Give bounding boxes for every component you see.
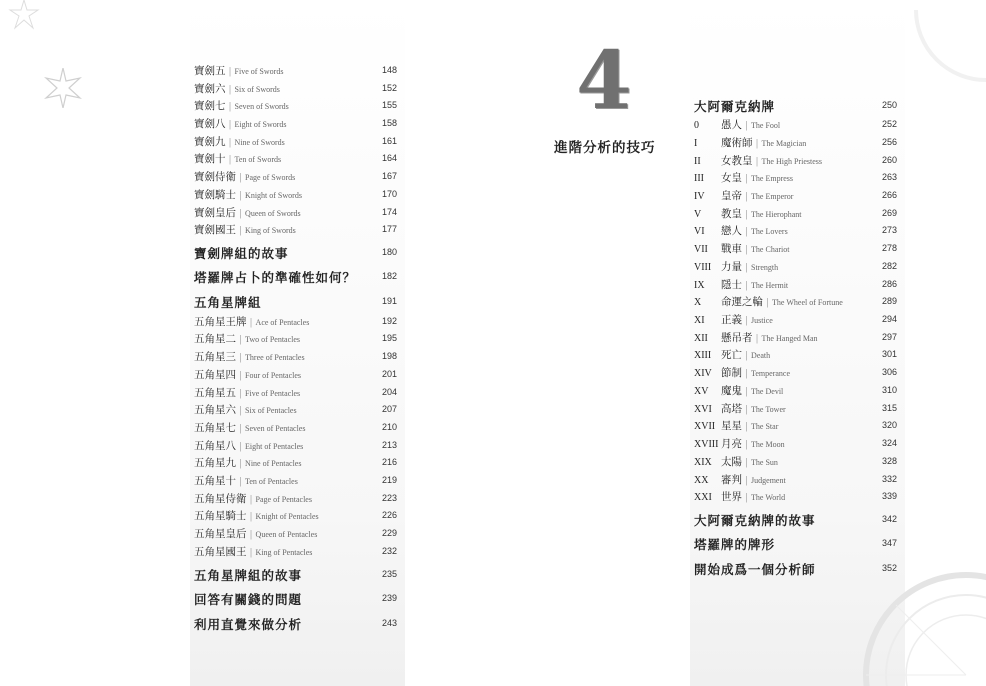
page-number: 256 xyxy=(882,137,898,147)
page-number: 250 xyxy=(882,100,898,110)
page-number: 294 xyxy=(882,314,898,324)
entry-title-en: Queen of Pentacles xyxy=(255,530,318,539)
separator: | xyxy=(745,458,749,468)
entry-title-zh: 五角星牌組 xyxy=(194,295,262,310)
entry-title-zh: 力量 xyxy=(721,261,742,273)
entry-title-zh: 世界 xyxy=(721,491,742,503)
separator: | xyxy=(239,335,243,345)
page-number: 306 xyxy=(882,367,898,377)
separator: | xyxy=(239,226,243,236)
entry-title-zh: 五角星騎士 xyxy=(194,510,247,522)
entry-title-zh: 大阿爾克納牌 xyxy=(694,99,776,114)
arcana-number: XIX xyxy=(694,457,712,468)
page-number: 286 xyxy=(882,279,898,289)
entry-title-en: Knight of Pentacles xyxy=(255,512,319,521)
entry-title-en: Seven of Pentacles xyxy=(245,424,306,433)
page-number: 315 xyxy=(882,403,898,413)
entry-title-zh: 寶劍牌組的故事 xyxy=(194,246,289,261)
separator: | xyxy=(228,155,232,165)
entry-title-zh: 寶劍國王 xyxy=(194,224,236,236)
separator: | xyxy=(755,157,759,167)
arcana-number: VI xyxy=(694,226,705,237)
arcana-number: V xyxy=(694,209,702,220)
entry-title-en: Justice xyxy=(751,316,773,325)
entry-title-en: Four of Pentacles xyxy=(245,371,302,380)
toc-entry xyxy=(694,535,775,553)
page-number: 229 xyxy=(382,528,398,538)
entry-title-zh: 寶劍侍衛 xyxy=(194,171,236,183)
entry-title-zh: 五角星皇后 xyxy=(194,528,247,540)
entry-title-en: Nine of Pentacles xyxy=(245,459,302,468)
entry-title-en: Page of Swords xyxy=(245,173,296,182)
page-number: 239 xyxy=(382,593,398,603)
page-number: 352 xyxy=(882,563,898,573)
entry-title-zh: 寶劍七 xyxy=(194,100,226,112)
separator: | xyxy=(745,121,749,131)
entry-title-en: Nine of Swords xyxy=(234,138,285,147)
page-number: 269 xyxy=(882,208,898,218)
entry-title-en: The World xyxy=(751,493,786,502)
arcana-number: XIV xyxy=(694,368,712,379)
entry-title-en: The Hierophant xyxy=(751,210,802,219)
separator: | xyxy=(745,493,749,503)
page-number: 210 xyxy=(382,422,398,432)
page-number: 164 xyxy=(382,153,398,163)
entry-title-zh: 愚人 xyxy=(721,119,742,131)
separator: | xyxy=(239,424,243,434)
arcana-number: XXI xyxy=(694,492,712,503)
entry-title-en: The Lovers xyxy=(751,227,788,236)
entry-title-en: The High Priestess xyxy=(761,157,822,166)
entry-title-zh: 寶劍六 xyxy=(194,83,226,95)
separator: | xyxy=(755,139,759,149)
separator: | xyxy=(755,334,759,344)
entry-title-zh: 五角星三 xyxy=(194,351,236,363)
entry-title-en: The Devil xyxy=(751,387,784,396)
page-number: 243 xyxy=(382,618,398,628)
entry-title-en: Six of Pentacles xyxy=(245,406,297,415)
page-number: 339 xyxy=(882,491,898,501)
entry-title-en: Death xyxy=(751,351,771,360)
entry-title-zh: 寶劍五 xyxy=(194,65,226,77)
separator: | xyxy=(745,351,749,361)
entry-title-zh: 五角星九 xyxy=(194,457,236,469)
entry-title-zh: 隱士 xyxy=(721,279,742,291)
entry-title-zh: 五角星六 xyxy=(194,404,236,416)
separator: | xyxy=(745,387,749,397)
toc-entry xyxy=(694,312,773,327)
separator: | xyxy=(228,138,232,148)
page-number: 177 xyxy=(382,224,398,234)
separator: | xyxy=(745,192,749,202)
arcana-number: VII xyxy=(694,244,708,255)
entry-title-en: The Star xyxy=(751,422,779,431)
toc-entry xyxy=(694,330,818,345)
chapter-number: 4 xyxy=(576,33,632,127)
entry-title-en: Temperance xyxy=(751,369,791,378)
entry-title-en: King of Swords xyxy=(245,226,296,235)
entry-title-zh: 懸吊者 xyxy=(721,332,753,344)
separator: | xyxy=(228,120,232,130)
arcana-number: XVI xyxy=(694,404,712,415)
entry-title-en: The Wheel of Fortune xyxy=(772,298,843,307)
page-number: 191 xyxy=(382,296,398,306)
page-number: 263 xyxy=(882,172,898,182)
page-number: 278 xyxy=(882,243,898,253)
separator: | xyxy=(745,405,749,415)
separator: | xyxy=(249,318,253,328)
arcana-number: XII xyxy=(694,333,708,344)
page-number: 310 xyxy=(882,385,898,395)
separator: | xyxy=(239,191,243,201)
entry-title-en: Eight of Swords xyxy=(234,120,287,129)
entry-title-zh: 魔術師 xyxy=(721,137,753,149)
page-number: 223 xyxy=(382,493,398,503)
page-number: 301 xyxy=(882,349,898,359)
entry-title-zh: 節制 xyxy=(721,367,742,379)
entry-title-en: Three of Pentacles xyxy=(245,353,305,362)
entry-title-en: Queen of Swords xyxy=(245,209,301,218)
arcana-number: XVII xyxy=(694,421,716,432)
entry-title-en: Eight of Pentacles xyxy=(245,442,304,451)
entry-title-zh: 戀人 xyxy=(721,225,742,237)
separator: | xyxy=(745,227,749,237)
toc-entry xyxy=(694,436,785,451)
page-number: 158 xyxy=(382,118,398,128)
entry-title-en: The Moon xyxy=(751,440,785,449)
toc-entry xyxy=(694,472,786,487)
page-number: 219 xyxy=(382,475,398,485)
arcana-number: III xyxy=(694,173,704,184)
entry-title-en: The Tower xyxy=(751,405,786,414)
page-number: 324 xyxy=(882,438,898,448)
separator: | xyxy=(239,209,243,219)
entry-title-en: Judgement xyxy=(751,476,786,485)
entry-title-zh: 五角星國王 xyxy=(194,546,247,558)
separator: | xyxy=(228,102,232,112)
page-number: 260 xyxy=(882,155,898,165)
arcana-number: VIII xyxy=(694,262,712,273)
entry-title-en: The Emperor xyxy=(751,192,794,201)
entry-title-zh: 寶劍皇后 xyxy=(194,207,236,219)
entry-title-zh: 寶劍十 xyxy=(194,153,226,165)
page-number: 170 xyxy=(382,189,398,199)
page-number: 320 xyxy=(882,420,898,430)
entry-title-zh: 正義 xyxy=(721,314,742,326)
separator: | xyxy=(745,245,749,255)
separator: | xyxy=(239,353,243,363)
entry-title-en: The Magician xyxy=(761,139,807,148)
entry-title-en: Two of Pentacles xyxy=(245,335,301,344)
page-number: 226 xyxy=(382,510,398,520)
entry-title-zh: 塔羅牌占卜的準確性如何？ xyxy=(194,270,357,285)
separator: | xyxy=(239,477,243,487)
toc-entry xyxy=(694,117,780,132)
separator: | xyxy=(745,476,749,486)
separator: | xyxy=(745,263,749,273)
entry-title-zh: 寶劍八 xyxy=(194,118,226,130)
entry-title-en: Six of Swords xyxy=(234,85,280,94)
entry-title-zh: 女皇 xyxy=(721,172,742,184)
toc-entry xyxy=(694,347,770,362)
page-number: 174 xyxy=(382,207,398,217)
page-number: 201 xyxy=(382,369,398,379)
toc-entry xyxy=(694,170,793,185)
page-number: 266 xyxy=(882,190,898,200)
entry-title-zh: 戰車 xyxy=(721,243,742,255)
toc-entry xyxy=(694,135,806,150)
entry-title-zh: 女教皇 xyxy=(721,155,753,167)
entry-title-en: The Empress xyxy=(751,174,794,183)
entry-title-en: Seven of Swords xyxy=(234,102,289,111)
toc-entry xyxy=(694,560,816,578)
arcana-number: XI xyxy=(694,315,705,326)
separator: | xyxy=(239,459,243,469)
arcana-number: XVIII xyxy=(694,439,719,450)
arcana-number: IV xyxy=(694,191,705,202)
entry-title-zh: 五角星八 xyxy=(194,440,236,452)
separator: | xyxy=(239,389,243,399)
entry-title-zh: 星星 xyxy=(721,420,742,432)
page-number: 216 xyxy=(382,457,398,467)
entry-title-zh: 五角星二 xyxy=(194,333,236,345)
entry-title-en: The Fool xyxy=(751,121,781,130)
page-number: 155 xyxy=(382,100,398,110)
entry-title-en: The Hermit xyxy=(751,281,789,290)
entry-title-en: King of Pentacles xyxy=(255,548,313,557)
arcana-number: IX xyxy=(694,280,705,291)
page-number: 289 xyxy=(882,296,898,306)
entry-title-zh: 五角星侍衛 xyxy=(194,493,247,505)
entry-title-zh: 命運之輪 xyxy=(721,296,763,308)
entry-title-en: The Sun xyxy=(751,458,778,467)
page-number: 148 xyxy=(382,65,398,75)
arcana-number: II xyxy=(694,156,701,167)
entry-title-zh: 寶劍騎士 xyxy=(194,189,236,201)
entry-title-zh: 利用直覺來做分析 xyxy=(194,617,303,632)
separator: | xyxy=(745,281,749,291)
separator: | xyxy=(745,440,749,450)
toc-entry xyxy=(694,277,788,292)
page-number: 273 xyxy=(882,225,898,235)
entry-title-zh: 五角星五 xyxy=(194,387,236,399)
toc-entry xyxy=(694,153,822,168)
page-number: 235 xyxy=(382,569,398,579)
page-number: 180 xyxy=(382,247,398,257)
arcana-number: 0 xyxy=(694,120,699,131)
toc-entry xyxy=(694,223,788,238)
entry-title-zh: 回答有關錢的問題 xyxy=(194,592,303,607)
entry-title-en: Strength xyxy=(751,263,779,272)
entry-title-zh: 五角星十 xyxy=(194,475,236,487)
page-number: 207 xyxy=(382,404,398,414)
separator: | xyxy=(249,548,253,558)
entry-title-zh: 五角星四 xyxy=(194,369,236,381)
entry-title-zh: 五角星七 xyxy=(194,422,236,434)
toc-entry xyxy=(694,383,783,398)
separator: | xyxy=(228,67,232,77)
entry-title-en: Knight of Swords xyxy=(245,191,302,200)
arcana-number: X xyxy=(694,297,702,308)
entry-title-zh: 開始成爲一個分析師 xyxy=(694,562,816,577)
page-number: 332 xyxy=(882,474,898,484)
entry-title-zh: 月亮 xyxy=(721,438,742,450)
entry-title-zh: 太陽 xyxy=(721,456,742,468)
entry-title-en: The Chariot xyxy=(751,245,790,254)
page-number: 232 xyxy=(382,546,398,556)
separator: | xyxy=(239,173,243,183)
page-number: 282 xyxy=(882,261,898,271)
separator: | xyxy=(766,298,770,308)
toc-entry xyxy=(694,489,785,504)
page-number: 252 xyxy=(882,119,898,129)
arcana-number: XIII xyxy=(694,350,712,361)
entry-title-zh: 大阿爾克納牌的故事 xyxy=(694,513,816,528)
separator: | xyxy=(745,422,749,432)
toc-entry xyxy=(694,365,790,380)
page-number: 297 xyxy=(882,332,898,342)
separator: | xyxy=(745,369,749,379)
toc-entry xyxy=(694,206,801,221)
arcana-number: XV xyxy=(694,386,709,397)
page-number: 152 xyxy=(382,83,398,93)
separator: | xyxy=(745,210,749,220)
toc-entry xyxy=(694,401,786,416)
page-number: 161 xyxy=(382,136,398,146)
separator: | xyxy=(239,371,243,381)
entry-title-zh: 高塔 xyxy=(721,403,742,415)
separator: | xyxy=(249,512,253,522)
entry-title-en: Ace of Pentacles xyxy=(255,318,310,327)
separator: | xyxy=(249,530,253,540)
page-number: 213 xyxy=(382,440,398,450)
entry-title-en: Five of Pentacles xyxy=(245,389,301,398)
toc-entry xyxy=(694,188,793,203)
separator: | xyxy=(745,174,749,184)
page-number: 198 xyxy=(382,351,398,361)
entry-title-zh: 死亡 xyxy=(721,349,742,361)
page-number: 328 xyxy=(882,456,898,466)
toc-entry xyxy=(694,418,778,433)
toc-entry xyxy=(694,511,816,529)
entry-title-en: Five of Swords xyxy=(234,67,284,76)
entry-title-zh: 五角星王牌 xyxy=(194,316,247,328)
entry-title-zh: 寶劍九 xyxy=(194,136,226,148)
entry-title-en: Ten of Pentacles xyxy=(245,477,298,486)
chapter-title: 進階分析的技巧 xyxy=(554,140,656,156)
page-number: 182 xyxy=(382,271,398,281)
page-number: 342 xyxy=(882,514,898,524)
toc-entry xyxy=(694,259,778,274)
entry-title-zh: 塔羅牌的牌形 xyxy=(694,537,776,552)
toc-entry xyxy=(694,454,778,469)
separator: | xyxy=(745,316,749,326)
entry-title-en: Ten of Swords xyxy=(234,155,282,164)
entry-title-en: Page of Pentacles xyxy=(255,495,312,504)
page-number: 167 xyxy=(382,171,398,181)
page-number: 204 xyxy=(382,387,398,397)
toc-entry xyxy=(694,241,789,256)
toc-entry xyxy=(694,294,843,309)
arcana-number: XX xyxy=(694,475,709,486)
toc-entry xyxy=(694,97,775,115)
entry-title-zh: 五角星牌組的故事 xyxy=(194,568,303,583)
separator: | xyxy=(228,85,232,95)
entry-title-zh: 皇帝 xyxy=(721,190,742,202)
arcana-number: I xyxy=(694,138,698,149)
entry-title-zh: 審判 xyxy=(721,474,742,486)
page-number: 192 xyxy=(382,316,398,326)
page-number: 347 xyxy=(882,538,898,548)
entry-title-zh: 魔鬼 xyxy=(721,385,742,397)
page-number: 195 xyxy=(382,333,398,343)
entry-title-zh: 教皇 xyxy=(721,208,742,220)
separator: | xyxy=(249,495,253,505)
entry-title-en: The Hanged Man xyxy=(761,334,818,343)
separator: | xyxy=(239,442,243,452)
separator: | xyxy=(239,406,243,416)
